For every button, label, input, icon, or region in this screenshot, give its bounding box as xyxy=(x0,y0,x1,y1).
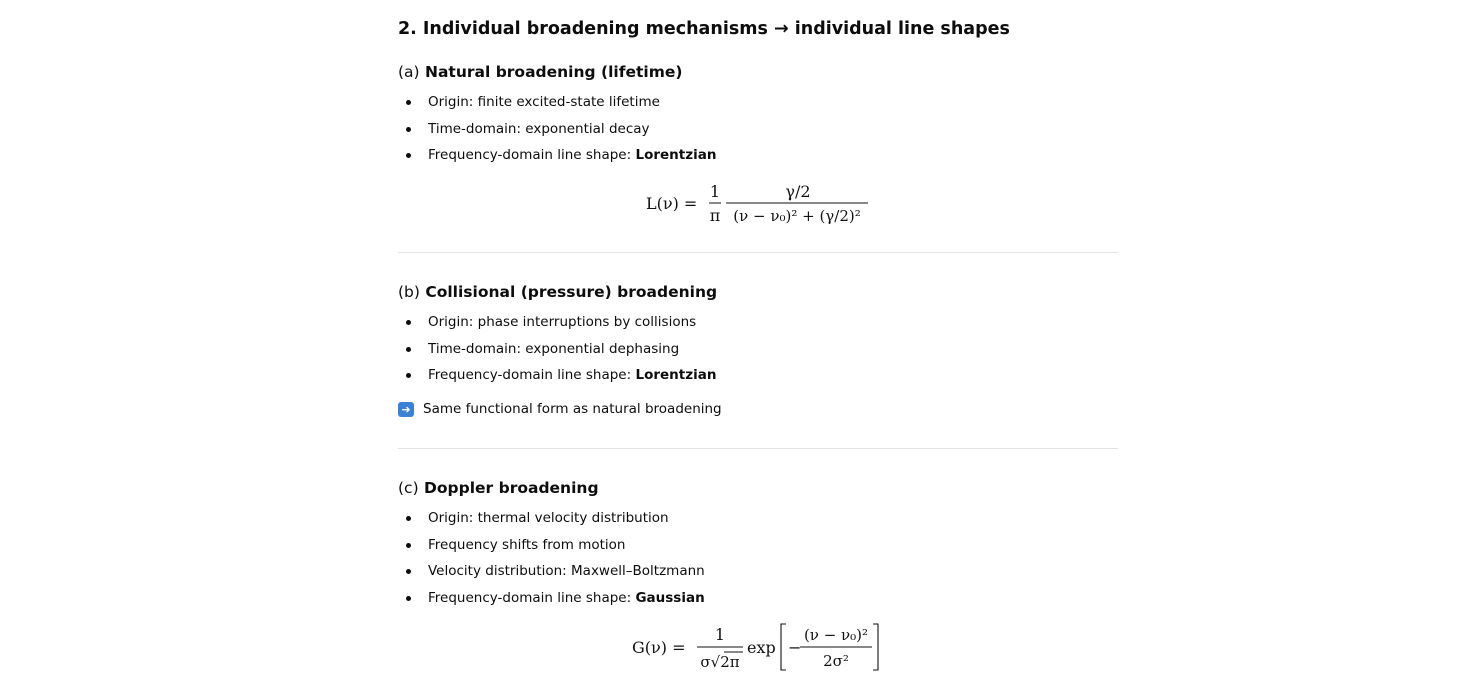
list-item: Frequency shifts from motion xyxy=(398,536,1118,563)
divider xyxy=(398,448,1118,449)
subsection-heading-natural xyxy=(398,63,682,81)
subsection-label: (c) xyxy=(398,479,419,497)
left-bracket xyxy=(781,624,786,670)
minus-sign: − xyxy=(788,638,802,657)
formula-numerator-2: γ/2 xyxy=(785,182,811,201)
divider xyxy=(398,252,1118,253)
lorentzian-formula xyxy=(638,176,878,232)
subsection-heading-collisional xyxy=(398,283,717,301)
bullet-list-natural xyxy=(398,93,1118,173)
bullet-list-doppler xyxy=(398,509,1118,615)
note-line xyxy=(398,401,722,417)
list-item: Frequency-domain line shape: Lorentzian xyxy=(398,366,1118,393)
bullet-list-collisional xyxy=(398,313,1118,393)
list-item: Time-domain: exponential decay xyxy=(398,120,1118,147)
subsection-title: Natural broadening (lifetime) xyxy=(425,63,683,81)
right-arrow-icon: ➜ xyxy=(398,402,414,417)
list-item: Origin: thermal velocity distribution xyxy=(398,509,1118,536)
formula-lhs: L(ν) = xyxy=(646,194,698,213)
formula-lhs: G(ν) = xyxy=(632,638,686,657)
right-bracket xyxy=(873,624,878,670)
subsection-title: Doppler broadening xyxy=(424,479,599,497)
list-item: Origin: finite excited-state lifetime xyxy=(398,93,1118,120)
formula-function: exp xyxy=(747,638,776,657)
list-item: Velocity distribution: Maxwell–Boltzmann xyxy=(398,562,1118,589)
formula-denominator-1: π xyxy=(709,206,721,225)
formula-denominator-2: (ν − ν₀)² + (γ/2)² xyxy=(733,207,861,225)
section-heading: 2. Individual broadening mechanisms → individual line shapes xyxy=(398,19,1010,39)
subsection-label: (a) xyxy=(398,63,420,81)
formula-numerator-2: (ν − ν₀)² xyxy=(803,626,869,644)
formula-numerator-1: 1 xyxy=(709,182,721,201)
list-item: Frequency-domain line shape: Lorentzian xyxy=(398,146,1118,173)
formula-numerator-1: 1 xyxy=(714,625,726,644)
subsection-heading-doppler xyxy=(398,479,599,497)
formula-denominator-2: 2σ² xyxy=(823,652,849,670)
formula-denominator-1: σ√2π xyxy=(700,653,740,671)
gaussian-formula xyxy=(626,620,896,678)
list-item: Time-domain: exponential dephasing xyxy=(398,340,1118,367)
subsection-label: (b) xyxy=(398,283,420,301)
subsection-title: Collisional (pressure) broadening xyxy=(425,283,718,301)
note-text: Same functional form as natural broadening xyxy=(423,401,722,417)
list-item: Frequency-domain line shape: Gaussian xyxy=(398,589,1118,616)
list-item: Origin: phase interruptions by collisions xyxy=(398,313,1118,340)
